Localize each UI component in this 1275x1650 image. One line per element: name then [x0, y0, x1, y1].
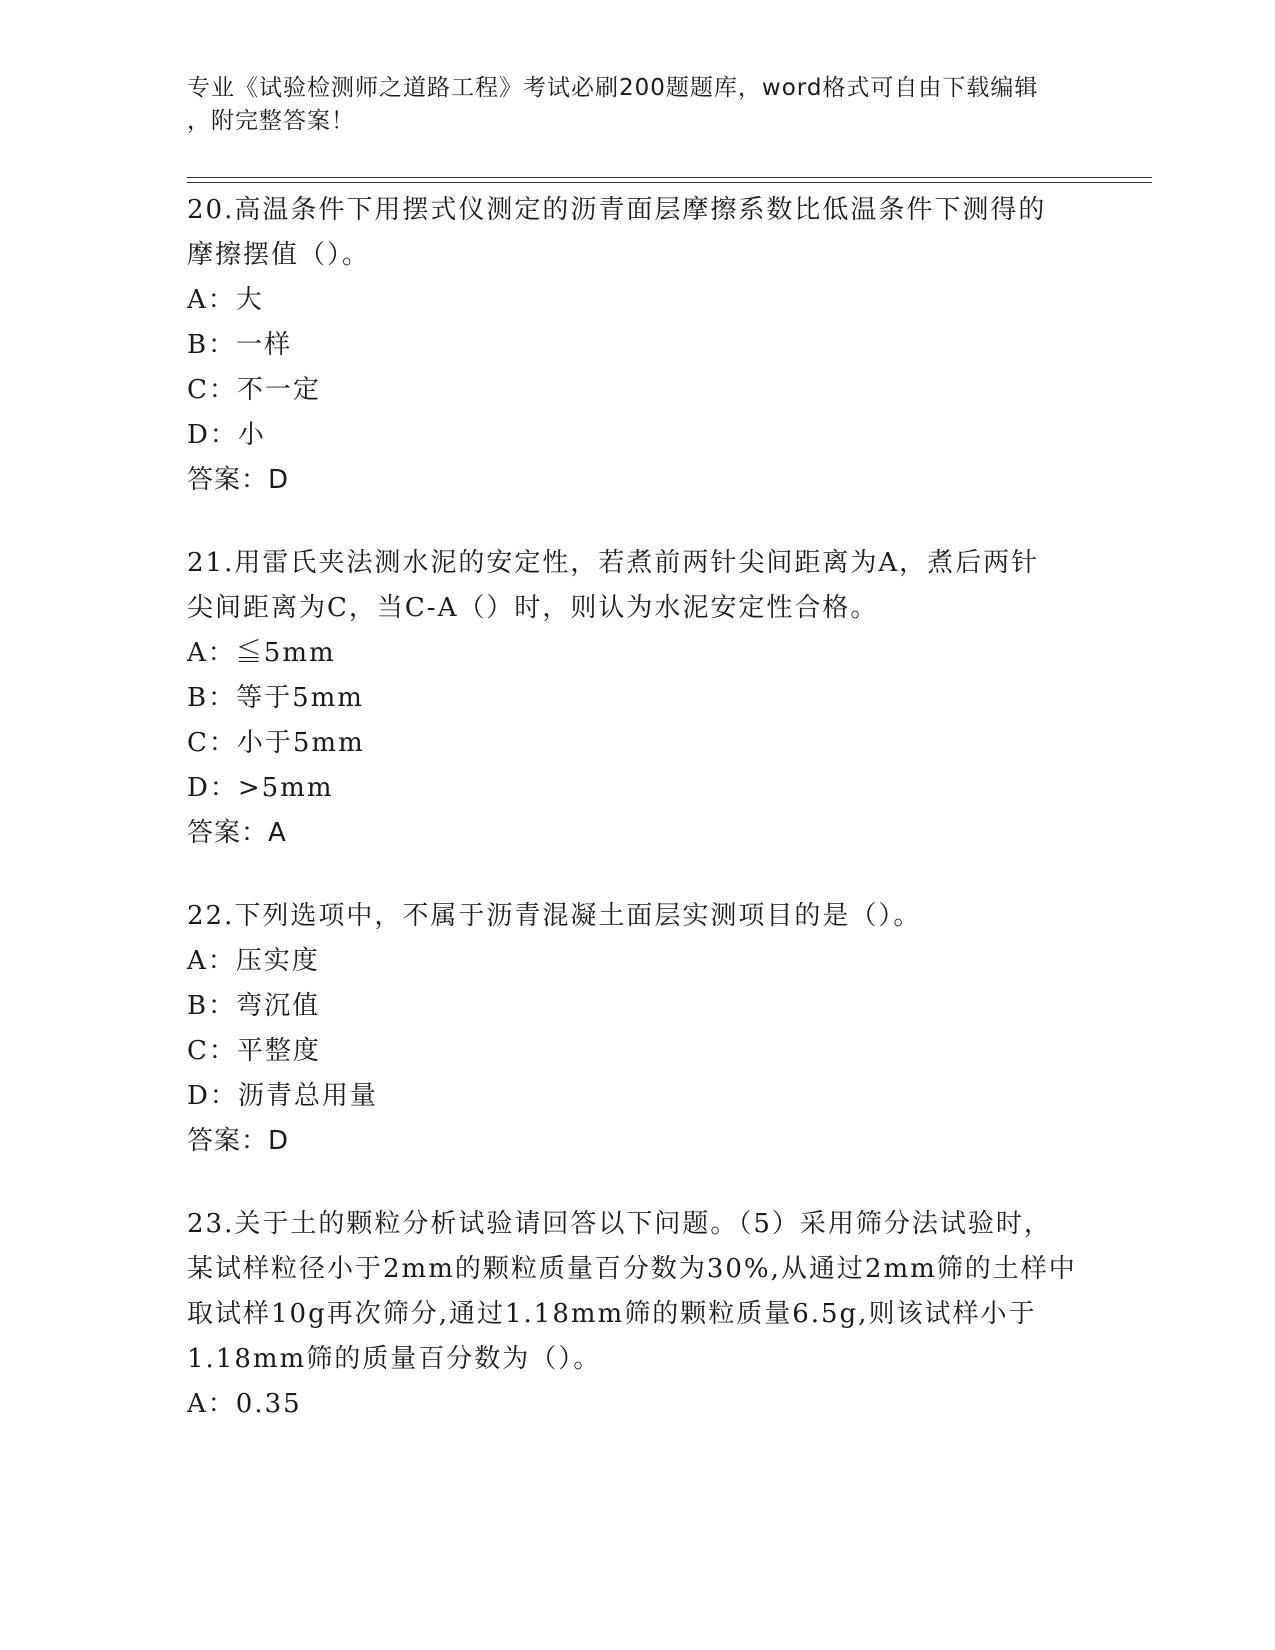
header-line-2: ，附完整答案！	[187, 108, 355, 134]
answer: 答案：D	[187, 1126, 290, 1156]
question-stem: 21.用雷氏夹法测水泥的安定性，若煮前两针尖间距离为A，煮后两针	[187, 548, 1040, 578]
option-b: B：一样	[187, 330, 293, 360]
option-a: A：大	[187, 285, 264, 315]
question-stem: 1.18mm筛的质量百分数为（）。	[187, 1344, 602, 1374]
option-d: D：>5mm	[187, 773, 334, 803]
header-line-1: 专业《试验检测师之道路工程》考试必刷200题题库，word格式可自由下载编辑	[187, 75, 1039, 101]
option-c: C：平整度	[187, 1036, 321, 1066]
question-stem: 尖间距离为C，当C-A（）时，则认为水泥安定性合格。	[187, 593, 879, 623]
option-c: C：不一定	[187, 375, 321, 405]
option-b: B：弯沉值	[187, 991, 321, 1021]
option-a: A：≦5mm	[187, 638, 336, 668]
question-stem: 摩擦摆值（）。	[187, 240, 371, 270]
option-a: A：0.35	[187, 1389, 302, 1419]
option-a: A：压实度	[187, 946, 320, 976]
question-23	[187, 1202, 1087, 1427]
answer: 答案：D	[187, 465, 290, 495]
answer: 答案：A	[187, 818, 287, 848]
header-divider-bottom	[187, 182, 1152, 183]
header-divider-top	[187, 177, 1152, 178]
option-d: D：小	[187, 420, 266, 450]
question-list	[187, 188, 1087, 1465]
option-c: C：小于5mm	[187, 728, 365, 758]
option-b: B：等于5mm	[187, 683, 364, 713]
question-stem: 22.下列选项中，不属于沥青混凝土面层实测项目的是（）。	[187, 901, 922, 931]
question-stem: 23.关于土的颗粒分析试验请回答以下问题。（5）采用筛分法试验时，	[187, 1209, 1052, 1239]
question-22	[187, 894, 1087, 1164]
question-stem: 某试样粒径小于2mm的颗粒质量百分数为30%,从通过2mm筛的土样中	[187, 1254, 1077, 1284]
question-21	[187, 541, 1087, 856]
question-stem: 20.高温条件下用摆式仪测定的沥青面层摩擦系数比低温条件下测得的	[187, 195, 1047, 225]
question-stem: 取试样10g再次筛分,通过1.18mm筛的颗粒质量6.5g,则该试样小于	[187, 1299, 1037, 1329]
option-d: D：沥青总用量	[187, 1081, 378, 1111]
question-20	[187, 188, 1087, 503]
document-header	[187, 72, 1067, 138]
